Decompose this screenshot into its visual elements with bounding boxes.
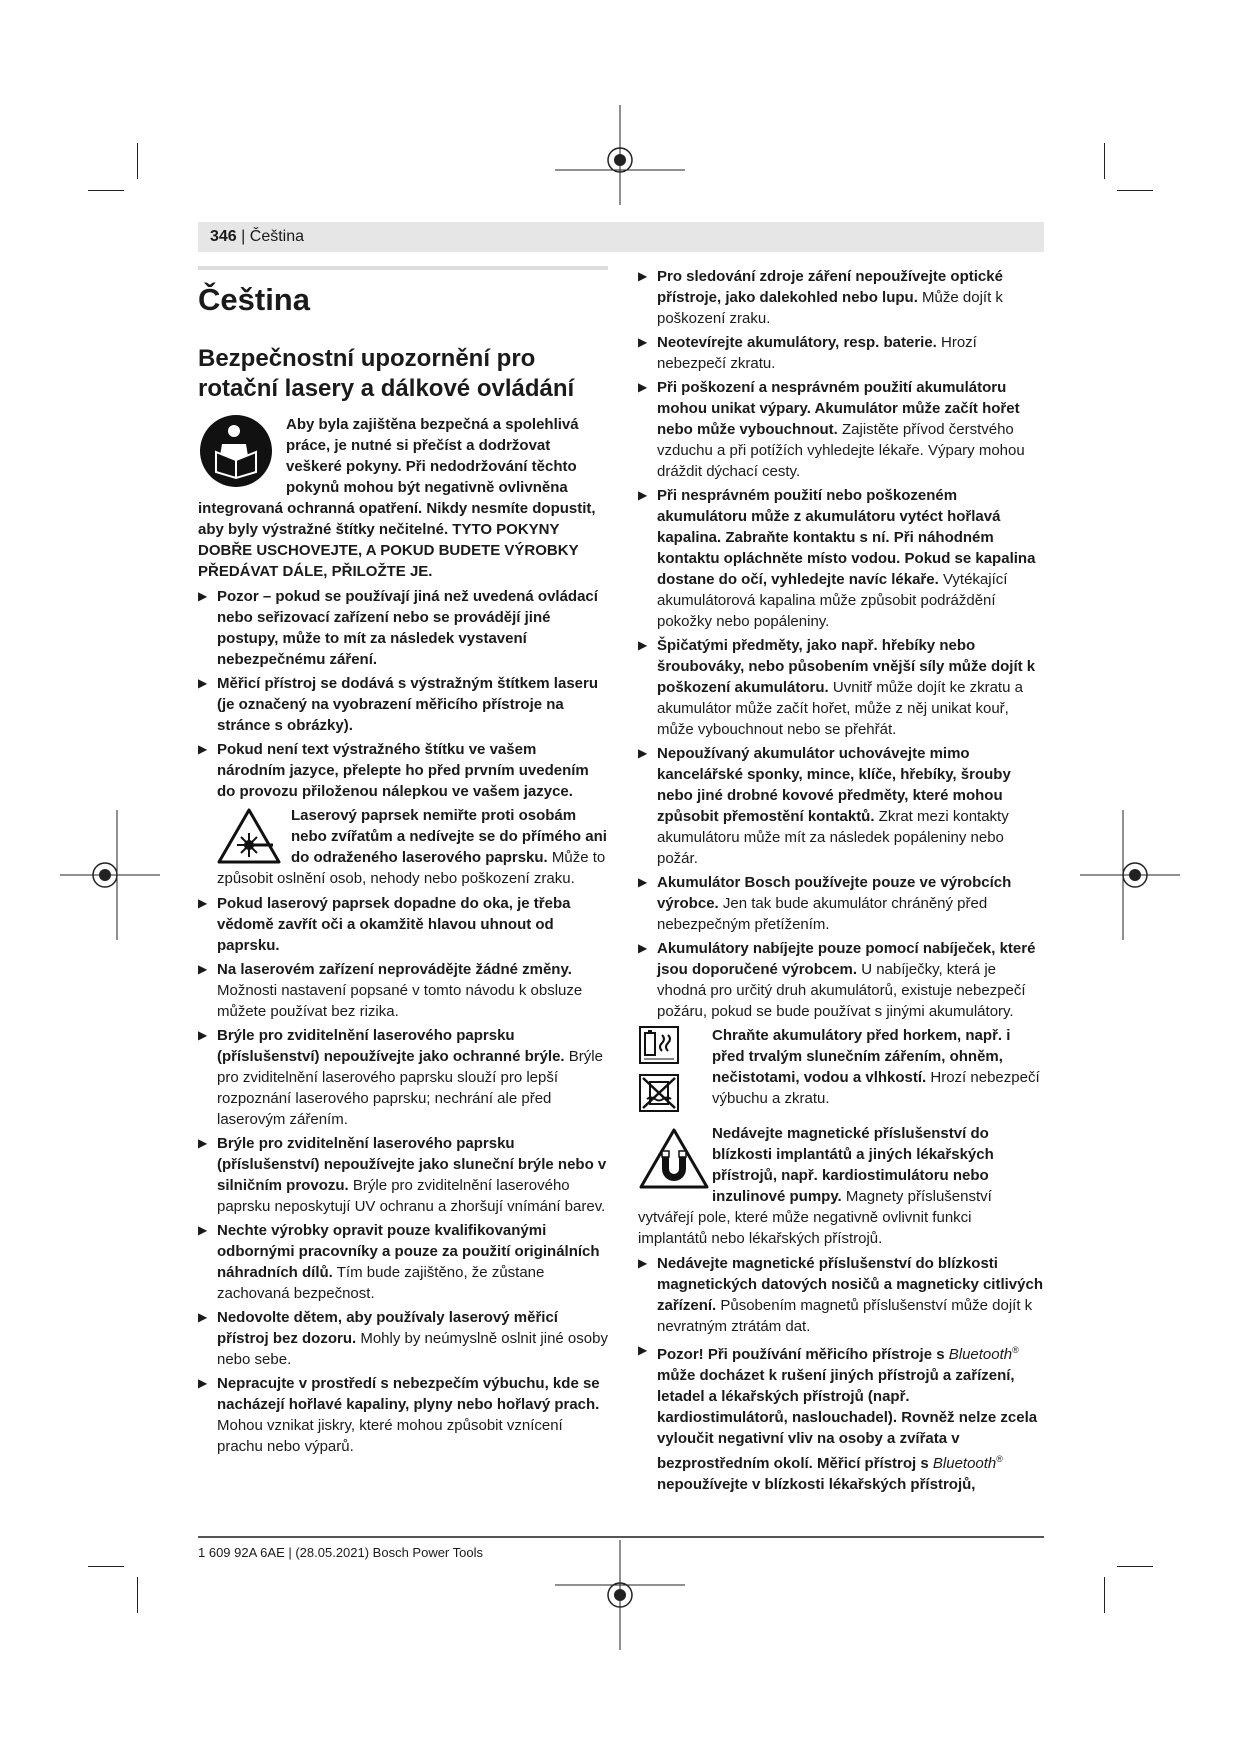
list-item [198,739,608,802]
read-manual-icon [198,414,278,488]
footer-rule [198,1536,1044,1538]
bullet-arrow-icon: ▶ [638,638,648,652]
bluetooth-brand: Bluetooth [948,1346,1013,1363]
item-bold: Nepracujte v prostředí s nebezpečím výbuchu, kde se nacházejí hořlavé kapaliny, plyny nebo hořlavý prach. [217,1375,600,1413]
bullet-arrow-icon: ▶ [198,676,208,690]
list-item [638,1253,1044,1337]
page-number: 346 [210,228,237,245]
laser-warning-text: Může to způsobit oslnění osob, nehody nebo poškození zraku. [217,849,606,887]
item-text: Vytékající akumulátorová kapalina může způsobit podráždění pokožky nebo popáleniny. [657,571,1008,630]
item-bold: Nepoužívaný akumulátor uchovávejte mimo kancelářské sponky, mince, klíče, hřebíky, šrouby nebo jiné drobné kovové předměty, které mohou způsobit přemostění kontaktů. [657,745,1011,825]
bullet-arrow-icon: ▶ [198,589,208,603]
bullet-arrow-icon: ▶ [638,269,648,283]
crop-mark [88,1566,124,1567]
item-bold: Měřicí přístroj se dodává s výstražným štítkem laseru (je označený na vyobrazení měřicího přístroje na stránce s obrázky). [217,675,598,734]
safety-list-right [638,266,1044,1022]
item-bold: Špičatými předměty, jako např. hřebíky nebo šroubováky, nebo působením vnější síly může dojít k poškození akumulátoru. [657,637,1036,696]
safety-list-left [198,586,608,802]
item-bold: Při nesprávném použití nebo poškozeném akumulátoru může z akumulátoru vytéct hořlavá kapalina. Zabraňte kontaktu s ní. Při náhodném kontaktu opláchněte místo vodou. Pokud se kapalina dostane do očí, vyhledejte navíc lékaře. [657,487,1036,588]
list-item [638,938,1044,1022]
page-title: Čeština [198,282,310,317]
item-bold: Pokud laserový paprsek dopadne do oka, je třeba vědomě zavřít oči a okamžitě hlavou uhnout od paprsku. [217,895,571,954]
right-column [638,266,1044,1498]
bullet-arrow-icon: ▶ [198,742,208,756]
column-top-rule [198,266,608,270]
bullet-arrow-icon: ▶ [638,875,648,889]
magnet-warning-icon [638,1127,710,1191]
item-text: Může dojít k poškození zraku. [657,289,1003,327]
bullet-arrow-icon: ▶ [638,1256,648,1270]
list-item [198,1307,608,1370]
crop-mark [1104,1577,1105,1613]
crop-mark [137,1577,138,1613]
registration-mark-left [60,810,160,940]
item-bold: Neotevírejte akumulátory, resp. baterie. [657,334,937,351]
item-text: Mohou vznikat jiskry, které mohou způsobit vznícení prachu nebo výparů. [217,1417,563,1455]
bullet-arrow-icon: ▶ [198,1136,208,1150]
item-text: Zkrat mezi kontakty akumulátoru může mít za následek popáleniny nebo požár. [657,808,1009,867]
magnet-warning-block [638,1123,1044,1249]
bluetooth-bold-a: Pozor! Při používání měřicího přístroje s [657,1346,949,1363]
item-text: Možnosti nastavení popsané v tomto návodu k obsluze můžete používat bez rizika. [217,982,583,1020]
crop-mark [1117,190,1153,191]
crop-mark [137,143,138,179]
heat-warning-block [638,1025,1044,1119]
item-bold: Akumulátor Bosch používejte pouze ve výrobcích výrobce. [657,874,1012,912]
left-column [198,266,608,1460]
laser-warning-icon [217,807,281,865]
page-header [198,222,1044,252]
item-bold: Pro sledování zdroje záření nepoužívejte optické přístroje, jako dalekohled nebo lupu. [657,268,1003,306]
list-item [638,743,1044,869]
magnet-warning-text: Magnety příslušenství vytvářejí pole, které může negativně ovlivnit funkci implantátů nebo lékařských přístrojů. [638,1188,992,1247]
list-item [198,1133,608,1217]
intro-text: Aby byla zajištěna bezpečná a spolehlivá práce, je nutné si přečíst a dodržovat veškeré pokyny. Při nedodržování těchto pokynů mohou být negativně ovlivněna integrovaná ochranná opatření. Nikdy nesmíte dopustit, aby byly výstražné štítky nečitelné. TYTO POKYNY DOBŘE USCHOVEJTE, A POKUD BUDETE VÝROBKY PŘEDÁVAT DÁLE, PŘILOŽTE JE. [198,416,596,580]
item-bold: Na laserovém zařízení neprovádějte žádné změny. [217,961,572,978]
registration-mark-right [1080,810,1180,940]
item-text: Hrozí nebezpečí zkratu. [657,334,977,372]
item-bold: Pozor – pokud se používají jiná než uvedená ovládací nebo seřizovací zařízení nebo se provádějí jiné postupy, může to mít za následek vystavení nebezpečnému záření. [217,588,598,668]
item-bold: Nechte výrobky opravit pouze kvalifikovanými odbornými pracovníky a pouze za použití originálních náhradních dílů. [217,1222,600,1281]
item-text: Působením magnetů příslušenství může dojít k nevratným ztrátám dat. [657,1297,1033,1335]
safety-list-left-2 [198,893,608,1457]
list-item [198,1373,608,1457]
bullet-arrow-icon: ▶ [198,1223,208,1237]
bullet-arrow-icon: ▶ [198,1376,208,1390]
item-text: Mohly by neúmyslně oslnit jiné osoby nebo sebe. [217,1330,608,1368]
laser-warning-block [198,805,608,889]
battery-no-water-icon [638,1073,680,1113]
bullet-arrow-icon: ▶ [198,962,208,976]
item-bold: Nedovolte dětem, aby používaly laserový měřicí přístroj bez dozoru. [217,1309,558,1347]
list-item [638,1340,1044,1495]
list-item [638,266,1044,329]
bullet-arrow-icon: ▶ [198,1028,208,1042]
item-text: Zajistěte přívod čerstvého vzduchu a při potížích vyhledejte lékaře. Výpary mohou dráždit dýchací cesty. [657,421,1025,480]
safety-list-right-2 [638,1253,1044,1495]
list-item [198,586,608,670]
list-item [638,485,1044,632]
bluetooth-reg: ® [1012,1345,1019,1355]
crop-mark [1104,143,1105,179]
crop-mark [1117,1566,1153,1567]
header-language: Čeština [249,228,305,245]
heat-warning-bold: Chraňte akumulátory před horkem, např. i před trvalým slunečním zářením, ohněm, nečistotami, vodou a vlhkostí. [712,1027,1011,1086]
bullet-arrow-icon: ▶ [638,1343,648,1357]
crop-mark [88,190,124,191]
section-title: Bezpečnostní upozornění pro rotační lasery a dálkové ovládání [198,345,575,402]
bullet-arrow-icon: ▶ [638,488,648,502]
battery-heat-icon [638,1025,680,1065]
list-item [638,872,1044,935]
registration-mark-top [555,105,685,205]
item-bold: Při poškození a nesprávném použití akumulátoru mohou unikat výpary. Akumulátor může začít hořet nebo může vybouchnout. [657,379,1020,438]
bullet-arrow-icon: ▶ [638,746,648,760]
bullet-arrow-icon: ▶ [638,335,648,349]
laser-warning-bold: Laserový paprsek nemiřte proti osobám nebo zvířatům a nedívejte se do přímého ani do odraženého laserového paprsku. [291,807,607,866]
bullet-arrow-icon: ▶ [198,896,208,910]
page-header-text [210,227,304,247]
bluetooth-brand: Bluetooth [932,1455,997,1472]
item-bold: Brýle pro zviditelnění laserového paprsku (příslušenství) nepoužívejte jako ochranné brýle. [217,1027,565,1065]
item-text: Uvnitř může dojít ke zkratu a akumulátor může začít hořet, může z něj unikat kouř, může vybouchnout nebo se přehřát. [657,679,1023,738]
list-item [638,332,1044,374]
heat-icons [638,1025,682,1119]
magnet-warning-bold: Nedávejte magnetické příslušenství do blízkosti implantátů a jiných lékařských přístrojů, např. kardiostimulátoru nebo inzulinové pumpy. [712,1125,994,1205]
list-item [198,673,608,736]
bullet-arrow-icon: ▶ [198,1310,208,1324]
list-item [198,893,608,956]
bullet-arrow-icon: ▶ [638,380,648,394]
item-bold: Pokud není text výstražného štítku ve vašem národním jazyce, přelepte ho před prvním uvedením do provozu přiloženou nálepkou ve vašem jazyce. [217,741,589,800]
header-separator: | [241,228,246,245]
item-bold: Brýle pro zviditelnění laserového paprsku (příslušenství) nepoužívejte jako sluneční brýle nebo v silničním provozu. [217,1135,607,1194]
page-footer [198,1536,1044,1562]
heat-warning-text: Hrozí nebezpečí výbuchu a zkratu. [712,1069,1040,1107]
bluetooth-reg: ® [996,1454,1003,1464]
item-bold: Nedávejte magnetické příslušenství do blízkosti magnetických datových nosičů a magneticky citlivých zařízení. [657,1255,1043,1314]
list-item [638,635,1044,740]
footer-text: 1 609 92A 6AE | (28.05.2021) Bosch Power Tools [198,1545,483,1560]
item-bold: Akumulátory nabíjejte pouze pomocí nabíječek, které jsou doporučené výrobcem. [657,940,1036,978]
bullet-arrow-icon: ▶ [638,941,648,955]
item-text: Brýle pro zviditelnění laserového paprsku slouží pro lepší rozpoznání laserového paprsku; nechrání ale před laserovým zářením. [217,1048,603,1128]
list-item [198,1220,608,1304]
list-item [198,959,608,1022]
item-text: Brýle pro zviditelnění laserového paprsku neposkytují UV ochranu a zhoršují vnímání barev. [217,1177,606,1215]
bluetooth-bold-c: nepoužívejte v blízkosti lékařských přístrojů, [657,1476,976,1493]
item-text: Jen tak bude akumulátor chráněný před nebezpečným přetížením. [657,895,988,933]
bluetooth-bold-b: může docházet k rušení jiných přístrojů a zařízení, letadel a lékařských přístrojů (např. kardiostimulátorů, naslouchadel). Rovněž nelze zcela vyloučit negativní vliv na osoby a zvířata v bezprostředním okolí. Měřicí přístroj s [657,1367,1038,1472]
item-text: Tím bude zajištěno, že zůstane zachovaná bezpečnost. [217,1264,545,1302]
list-item [638,377,1044,482]
item-text: U nabíječky, která je vhodná pro určitý druh akumulátorů, existuje nebezpečí požáru, pokud se bude používat s jinými akumulátory. [657,961,1026,1020]
list-item [198,1025,608,1130]
intro-paragraph [198,414,608,582]
